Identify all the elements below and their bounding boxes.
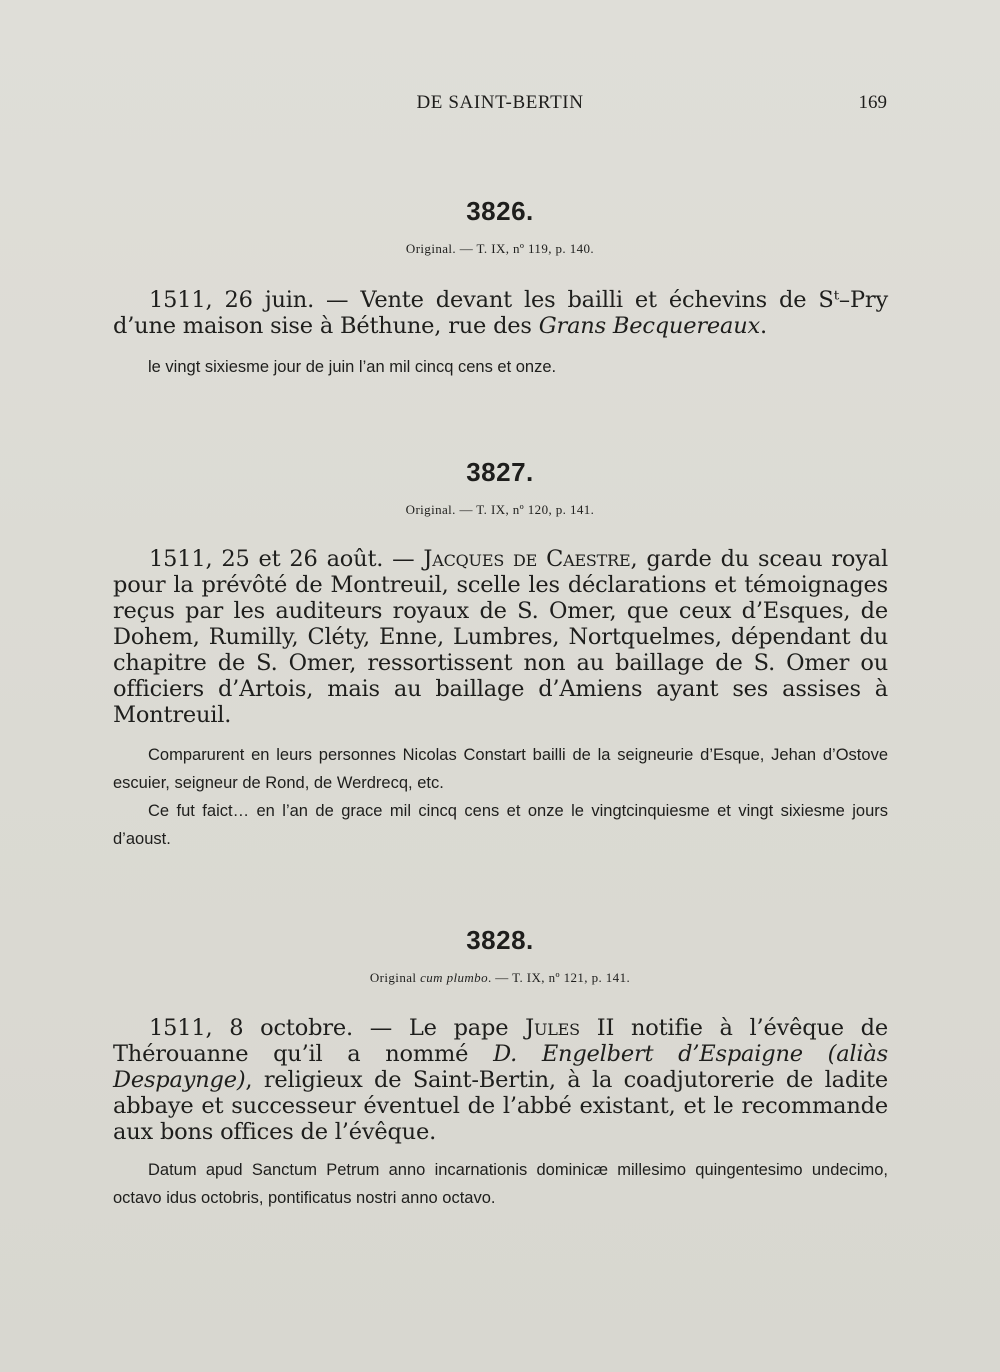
- quote-paragraph: Ce fut faict… en l’an de grace mil cincq cens et onze le vingtcinquiesme et vingt sixiesme jours d’aoust.: [113, 802, 888, 848]
- summary-text-end: .: [760, 313, 767, 339]
- summary-text: 1511, 26 juin. — Vente devant les bailli et échevins de Sᵗ–Pry d’une maison sise à Béthune, rue des: [113, 287, 888, 339]
- entry-number: 3828.: [466, 925, 534, 955]
- source-text: Original: [369, 970, 421, 985]
- summary-smallcaps-name: Jacques de Caestre: [423, 546, 631, 572]
- entry-3828-heading: [0, 925, 1000, 986]
- entry-3828-summary: [113, 1015, 888, 1145]
- summary-text: 1511, 8 octobre. — Le pape: [149, 1015, 526, 1041]
- entry-3826-summary: [113, 287, 888, 339]
- entry-number: 3827.: [466, 457, 534, 487]
- summary-italic: D. Engelbert d’Espaigne (aliàs Despaynge): [113, 1041, 888, 1093]
- summary-text-end: , religieux de Saint-Bertin, à la coadjutorerie de ladite abbaye et successeur éventuel de l’abbé existant, et le recommande aux bons offices de l’évêque.: [113, 1067, 888, 1145]
- quote-paragraph: Datum apud Sanctum Petrum anno incarnationis dominicæ millesimo quingentesimo undecimo, octavo idus octobris, pontificatus nostri anno octavo.: [113, 1161, 888, 1207]
- quote-paragraph: Comparurent en leurs personnes Nicolas Constart bailli de la seigneurie d’Esque, Jehan d’Ostove escuier, seigneur de Rond, de Werdrecq, etc.: [113, 746, 888, 792]
- summary-text: 1511, 25 et 26 août. —: [149, 546, 424, 572]
- summary-text-mid: notifie à l’évêque de Thérouanne qu’il a nommé: [113, 1015, 888, 1067]
- page-number: 169: [858, 92, 887, 113]
- source-reference: [0, 970, 1000, 986]
- entry-3827-summary: [113, 546, 888, 728]
- entry-3827-heading: [0, 457, 1000, 518]
- entry-3826-heading: [0, 196, 1000, 257]
- source-reference: Original. — T. IX, nº 120, p. 141.: [405, 502, 595, 517]
- entry-number: 3826.: [466, 196, 534, 226]
- running-title: DE SAINT-BERTIN: [416, 92, 584, 113]
- source-reference: Original. — T. IX, nº 119, p. 140.: [405, 241, 595, 256]
- entry-3826-quote: le vingt sixiesme jour de juin l’an mil cincq cens et onze.: [148, 358, 557, 376]
- summary-smallcaps-name: Jules II: [525, 1015, 615, 1041]
- source-text-end: . — T. IX, nº 121, p. 141.: [487, 970, 631, 985]
- running-header: [0, 92, 1000, 122]
- summary-italic: Grans Becquereaux: [538, 313, 760, 339]
- source-italic: cum plumbo: [420, 970, 488, 985]
- entry-3828-quotes: [113, 1156, 888, 1212]
- entry-3827-quotes: [113, 741, 888, 853]
- summary-text-end: , garde du sceau royal pour la prévôté de Montreuil, scelle les déclarations et témoignages reçus par les auditeurs royaux de S. Omer, que ceux d’Esques, de Dohem, Rumilly, Cléty, Enne, Lumbres, Nortquelmes, dépendant du chapitre de S. Omer, ressortissent non au baillage de S. Omer ou officiers d’Artois, mais au baillage d’Amiens ayant ses assises à Montreuil.: [113, 546, 888, 728]
